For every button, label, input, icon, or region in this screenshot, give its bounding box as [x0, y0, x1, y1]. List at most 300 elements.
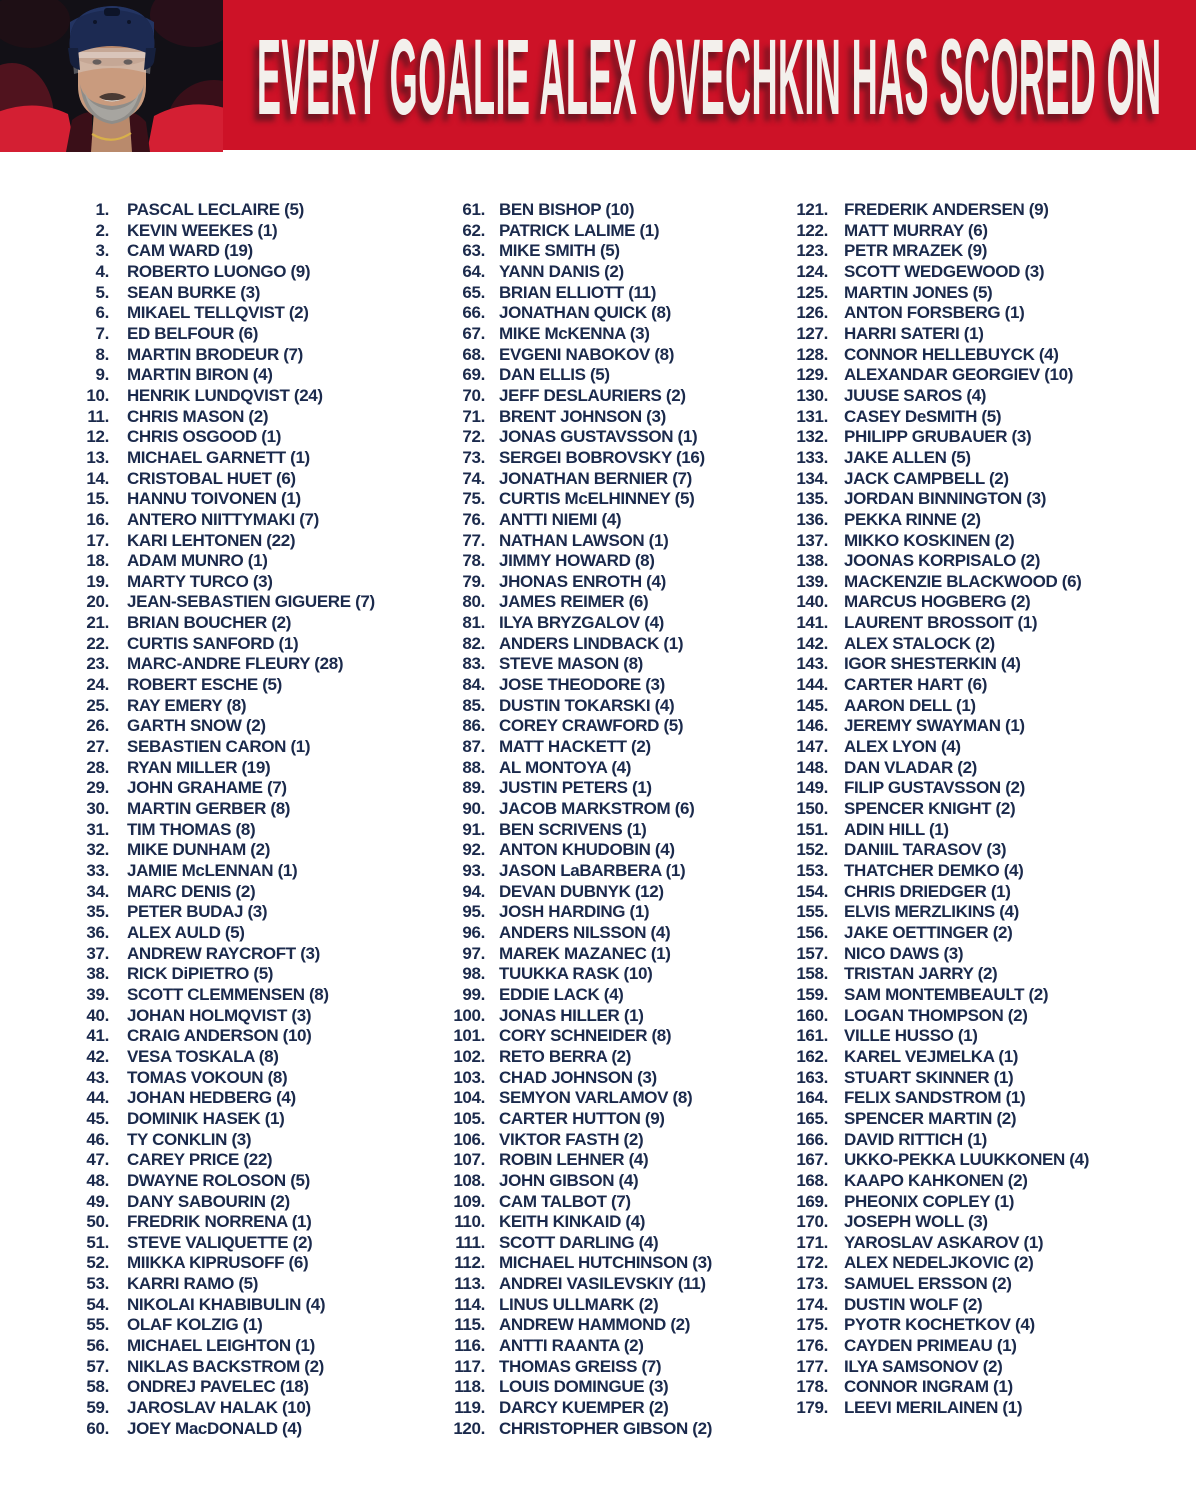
- list-item: [776, 386, 1200, 407]
- goalie-name: JOSH HARDING (1): [499, 902, 650, 922]
- goalie-name: ROBERTO LUONGO (9): [127, 261, 311, 281]
- list-item: [66, 510, 452, 531]
- goalie-name: ANTON FORSBERG (1): [844, 303, 1025, 323]
- rank-number: 44.: [86, 1088, 109, 1108]
- goalie-name: JOHN GRAHAME (7): [127, 778, 287, 798]
- list-item: [432, 985, 816, 1006]
- list-item: [66, 1150, 452, 1171]
- rank-number: 121.: [796, 200, 828, 219]
- goalie-name: BEN SCRIVENS (1): [499, 819, 647, 839]
- list-item: [776, 964, 1200, 985]
- rank-number: 98.: [462, 964, 485, 984]
- rank-number: 177.: [796, 1356, 828, 1376]
- list-item: [776, 778, 1200, 799]
- rank-number: 81.: [462, 613, 485, 633]
- goalie-name: HARRI SATERI (1): [844, 323, 984, 343]
- goalie-name: RYAN MILLER (19): [127, 757, 271, 777]
- rank-number: 33.: [86, 861, 109, 880]
- goalie-name: JASON LaBARBERA (1): [499, 861, 686, 880]
- goalie-name: DUSTIN WOLF (2): [844, 1294, 983, 1314]
- list-item: [776, 1006, 1200, 1027]
- list-item: [432, 964, 816, 985]
- goalie-name: FILIP GUSTAVSSON (2): [844, 778, 1025, 798]
- goalie-name: KAREL VEJMELKA (1): [844, 1046, 1019, 1066]
- list-item: [776, 551, 1200, 572]
- goalie-name: BRIAN ELLIOTT (11): [499, 282, 657, 302]
- list-item: [66, 1088, 452, 1109]
- goalie-name: BEN BISHOP (10): [499, 200, 635, 219]
- goalie-name: ROBERT ESCHE (5): [127, 675, 282, 695]
- rank-number: 21.: [86, 613, 109, 633]
- rank-number: 138.: [796, 551, 828, 571]
- goalie-name: JAMIE McLENNAN (1): [127, 861, 298, 880]
- list-item: [432, 923, 816, 944]
- goalie-name: LOGAN THOMPSON (2): [844, 1005, 1028, 1025]
- goalie-name: FELIX SANDSTROM (1): [844, 1088, 1026, 1108]
- goalie-name: SCOTT CLEMMENSEN (8): [127, 984, 329, 1004]
- goalie-name: SEBASTIEN CARON (1): [127, 737, 311, 757]
- goalie-name: JOONAS KORPISALO (2): [844, 551, 1041, 571]
- rank-number: 50.: [86, 1212, 109, 1232]
- rank-number: 105.: [453, 1108, 485, 1128]
- list-item: [66, 1006, 452, 1027]
- goalie-name: LEEVI MERILAINEN (1): [844, 1398, 1023, 1418]
- rank-number: 140.: [796, 592, 828, 612]
- list-item: [432, 1357, 816, 1378]
- goalie-name: JEFF DESLAURIERS (2): [499, 385, 686, 405]
- rank-number: 103.: [453, 1067, 485, 1087]
- rank-number: 162.: [796, 1046, 828, 1066]
- goalie-name: PHILIPP GRUBAUER (3): [844, 427, 1032, 447]
- rank-number: 100.: [453, 1005, 485, 1025]
- goalie-name: NATHAN LAWSON (1): [499, 530, 669, 550]
- rank-number: 39.: [86, 984, 109, 1004]
- goalie-name: CURTIS McELHINNEY (5): [499, 489, 695, 509]
- rank-number: 72.: [462, 427, 485, 447]
- goalie-name: CURTIS SANFORD (1): [127, 633, 299, 653]
- goalie-name: MICHAEL GARNETT (1): [127, 447, 310, 467]
- goalie-name: TOMAS VOKOUN (8): [127, 1067, 288, 1087]
- goalie-name: ED BELFOUR (6): [127, 323, 259, 343]
- rank-number: 166.: [796, 1129, 828, 1149]
- goalie-name: DANY SABOURIN (2): [127, 1191, 290, 1211]
- rank-number: 170.: [796, 1212, 828, 1232]
- goalie-name: PASCAL LECLAIRE (5): [127, 200, 304, 219]
- rank-number: 116.: [454, 1336, 485, 1356]
- list-item: [776, 200, 1200, 221]
- list-item: [776, 283, 1200, 304]
- rank-number: 95.: [462, 902, 485, 922]
- rank-number: 5.: [95, 282, 109, 302]
- list-item: [66, 365, 452, 386]
- list-item: [432, 510, 816, 531]
- list-item: [66, 613, 452, 634]
- list-item: [66, 324, 452, 345]
- rank-number: 115.: [454, 1315, 485, 1335]
- rank-number: 153.: [796, 861, 828, 880]
- rank-number: 54.: [86, 1294, 109, 1314]
- list-item: [66, 1398, 452, 1419]
- rank-number: 13.: [86, 447, 109, 467]
- list-item: [776, 716, 1200, 737]
- goalie-name: ILYA BRYZGALOV (4): [499, 613, 664, 633]
- rank-number: 37.: [86, 943, 109, 963]
- goalie-name: JACK CAMPBELL (2): [844, 468, 1009, 488]
- rank-number: 122.: [796, 220, 828, 240]
- rank-number: 79.: [462, 571, 485, 591]
- list-item: [776, 634, 1200, 655]
- list-item: [66, 551, 452, 572]
- goalie-name: MIKKO KOSKINEN (2): [844, 530, 1015, 550]
- rank-number: 84.: [462, 675, 485, 695]
- goalie-name: JOSEPH WOLL (3): [844, 1212, 988, 1232]
- goalie-name: ROBIN LEHNER (4): [499, 1150, 649, 1170]
- list-item: [776, 861, 1200, 882]
- goalie-name: DEVAN DUBNYK (12): [499, 881, 664, 901]
- rank-number: 99.: [462, 984, 485, 1004]
- goalie-name: SERGEI BOBROVSKY (16): [499, 447, 705, 467]
- page-title: EVERY GOALIE ALEX OVECHKIN HAS SCORED ON: [257, 16, 1162, 137]
- list-item: [432, 1192, 816, 1213]
- list-item: [776, 1253, 1200, 1274]
- list-item: [776, 1336, 1200, 1357]
- rank-number: 157.: [796, 943, 828, 963]
- list-item: [66, 758, 452, 779]
- goalie-name: SPENCER MARTIN (2): [844, 1108, 1017, 1128]
- rank-number: 80.: [462, 592, 485, 612]
- goalie-name: ANDERS NILSSON (4): [499, 922, 671, 942]
- goalie-name: PETER BUDAJ (3): [127, 902, 268, 922]
- goalie-name: CHRISTOPHER GIBSON (2): [499, 1418, 713, 1438]
- rank-number: 155.: [796, 902, 828, 922]
- goalie-name: MARTIN BIRON (4): [127, 365, 273, 385]
- list-item: [432, 1130, 816, 1151]
- list-item: [66, 345, 452, 366]
- rank-number: 64.: [462, 261, 485, 281]
- rank-number: 107.: [453, 1150, 485, 1170]
- rank-number: 87.: [462, 737, 485, 757]
- rank-number: 131.: [796, 406, 828, 426]
- goalie-name: ANTON KHUDOBIN (4): [499, 840, 675, 860]
- rank-number: 82.: [462, 633, 485, 653]
- list-item: [66, 1233, 452, 1254]
- goalie-name: ALEX AULD (5): [127, 922, 245, 942]
- list-item: [776, 365, 1200, 386]
- goalie-name: MIKE DUNHAM (2): [127, 840, 271, 860]
- goalie-name: NIKLAS BACKSTROM (2): [127, 1356, 324, 1376]
- goalie-name: NICO DAWS (3): [844, 943, 964, 963]
- list-item: [432, 820, 816, 841]
- list-item: [66, 489, 452, 510]
- rank-number: 52.: [86, 1253, 109, 1273]
- goalie-name: JUSTIN PETERS (1): [499, 778, 652, 798]
- rank-number: 29.: [86, 778, 109, 798]
- goalie-name: STEVE VALIQUETTE (2): [127, 1232, 313, 1252]
- list-item: [66, 1336, 452, 1357]
- goalie-name: MARC-ANDRE FLEURY (28): [127, 654, 344, 674]
- rank-number: 125.: [796, 282, 828, 302]
- rank-number: 55.: [86, 1315, 109, 1335]
- rank-number: 75.: [462, 489, 485, 509]
- list-item: [776, 1357, 1200, 1378]
- rank-number: 179.: [796, 1398, 828, 1418]
- list-item: [432, 1171, 816, 1192]
- goalie-name: JAKE ALLEN (5): [844, 447, 971, 467]
- list-item: [432, 758, 816, 779]
- rank-number: 74.: [462, 468, 485, 488]
- rank-number: 108.: [453, 1170, 485, 1190]
- goalie-name: LOUIS DOMINGUE (3): [499, 1377, 669, 1397]
- rank-number: 8.: [95, 344, 109, 364]
- list-item: [66, 469, 452, 490]
- goalie-name: MATT MURRAY (6): [844, 220, 988, 240]
- list-item: [66, 283, 452, 304]
- list-item: [776, 820, 1200, 841]
- rank-number: 151.: [796, 819, 828, 839]
- goalie-name: CONNOR INGRAM (1): [844, 1377, 1013, 1397]
- rank-number: 175.: [796, 1315, 828, 1335]
- list-item: [776, 799, 1200, 820]
- list-item: [776, 923, 1200, 944]
- list-item: [776, 303, 1200, 324]
- rank-number: 102.: [453, 1046, 485, 1066]
- rank-number: 129.: [796, 365, 828, 385]
- goalie-name: PYOTR KOCHETKOV (4): [844, 1315, 1035, 1335]
- goalie-name: MARTIN GERBER (8): [127, 799, 291, 819]
- goalie-name: AL MONTOYA (4): [499, 757, 632, 777]
- list-item: [776, 221, 1200, 242]
- rank-number: 132.: [796, 427, 828, 447]
- goalie-name: JUUSE SAROS (4): [844, 385, 987, 405]
- goalie-name: MARTIN JONES (5): [844, 282, 993, 302]
- rank-number: 164.: [796, 1088, 828, 1108]
- goalie-name: CHAD JOHNSON (3): [499, 1067, 657, 1087]
- list-item: [432, 1068, 816, 1089]
- goalie-name: ONDREJ PAVELEC (18): [127, 1377, 309, 1397]
- rank-number: 120.: [453, 1418, 485, 1438]
- goalie-name: MARCUS HOGBERG (2): [844, 592, 1031, 612]
- list-item: [432, 262, 816, 283]
- rank-number: 69.: [462, 365, 485, 385]
- list-item: [66, 241, 452, 262]
- goalie-name: DUSTIN TOKARSKI (4): [499, 695, 675, 715]
- goalie-name: CHRIS OSGOOD (1): [127, 427, 282, 447]
- rank-number: 22.: [86, 633, 109, 653]
- goalie-name: STEVE MASON (8): [499, 654, 643, 674]
- list-item: [432, 902, 816, 923]
- goalie-list-column-1: [66, 200, 452, 1439]
- rank-number: 167.: [796, 1150, 828, 1170]
- list-item: [776, 324, 1200, 345]
- rank-number: 2.: [95, 220, 109, 240]
- rank-number: 51.: [86, 1232, 109, 1252]
- rank-number: 117.: [454, 1356, 485, 1376]
- rank-number: 63.: [462, 241, 485, 261]
- rank-number: 11.: [87, 406, 109, 426]
- rank-number: 159.: [796, 984, 828, 1004]
- list-item: [776, 654, 1200, 675]
- list-item: [432, 1398, 816, 1419]
- goalie-name: EVGENI NABOKOV (8): [499, 344, 675, 364]
- goalie-name: KEITH KINKAID (4): [499, 1212, 646, 1232]
- list-item: [432, 283, 816, 304]
- list-item: [432, 1212, 816, 1233]
- rank-number: 109.: [453, 1191, 485, 1211]
- list-item: [432, 1336, 816, 1357]
- rank-number: 89.: [462, 778, 485, 798]
- list-item: [432, 882, 816, 903]
- goalie-name: PHEONIX COPLEY (1): [844, 1191, 1015, 1211]
- goalie-name: DWAYNE ROLOSON (5): [127, 1170, 310, 1190]
- rank-number: 36.: [86, 922, 109, 942]
- list-item: [432, 200, 816, 221]
- rank-number: 34.: [86, 881, 109, 901]
- rank-number: 126.: [796, 303, 828, 323]
- goalie-name: RICK DiPIETRO (5): [127, 964, 274, 984]
- goalie-name: BRIAN BOUCHER (2): [127, 613, 292, 633]
- list-item: [776, 510, 1200, 531]
- goalie-name: MIKAEL TELLQVIST (2): [127, 303, 309, 323]
- goalie-name: KAAPO KAHKONEN (2): [844, 1170, 1028, 1190]
- goalie-name: CRAIG ANDERSON (10): [127, 1026, 312, 1046]
- goalie-name: JAROSLAV HALAK (10): [127, 1398, 311, 1418]
- goalie-name: MICHAEL HUTCHINSON (3): [499, 1253, 712, 1273]
- list-item: [432, 592, 816, 613]
- goalie-name: CAREY PRICE (22): [127, 1150, 273, 1170]
- ovechkin-photo: [0, 0, 223, 152]
- list-item: [432, 613, 816, 634]
- list-item: [66, 1377, 452, 1398]
- list-item: [66, 902, 452, 923]
- list-item: [66, 1026, 452, 1047]
- list-item: [776, 1171, 1200, 1192]
- list-item: [432, 427, 816, 448]
- goalie-name: LINUS ULLMARK (2): [499, 1294, 659, 1314]
- list-item: [776, 675, 1200, 696]
- list-item: [432, 448, 816, 469]
- rank-number: 156.: [796, 922, 828, 942]
- list-item: [66, 1253, 452, 1274]
- goalie-name: STUART SKINNER (1): [844, 1067, 1014, 1087]
- rank-number: 88.: [462, 757, 485, 777]
- list-item: [432, 1233, 816, 1254]
- rank-number: 174.: [796, 1294, 828, 1314]
- goalie-name: DAN VLADAR (2): [844, 757, 977, 777]
- rank-number: 19.: [86, 571, 109, 591]
- goalie-name: DARCY KUEMPER (2): [499, 1398, 669, 1418]
- goalie-name: CARTER HUTTON (9): [499, 1108, 665, 1128]
- goalie-name: JOHAN HOLMQVIST (3): [127, 1005, 312, 1025]
- goalie-name: HENRIK LUNDQVIST (24): [127, 385, 323, 405]
- goalie-name: FREDRIK NORRENA (1): [127, 1212, 312, 1232]
- list-item: [66, 303, 452, 324]
- goalie-name: SEMYON VARLAMOV (8): [499, 1088, 693, 1108]
- goalie-name: EDDIE LACK (4): [499, 984, 624, 1004]
- rank-number: 137.: [796, 530, 828, 550]
- goalie-name: DANIIL TARASOV (3): [844, 840, 1007, 860]
- goalie-name: ALEXANDAR GEORGIEV (10): [844, 365, 1074, 385]
- rank-number: 4.: [95, 261, 109, 281]
- goalie-name: CAM TALBOT (7): [499, 1191, 631, 1211]
- list-item: [432, 551, 816, 572]
- list-item: [776, 592, 1200, 613]
- rank-number: 142.: [796, 633, 828, 653]
- goalie-name: CORY SCHNEIDER (8): [499, 1026, 672, 1046]
- list-item: [432, 944, 816, 965]
- goalie-name: TIM THOMAS (8): [127, 819, 256, 839]
- rank-number: 58.: [86, 1377, 109, 1397]
- list-item: [432, 531, 816, 552]
- goalie-name: KARI LEHTONEN (22): [127, 530, 296, 550]
- rank-number: 136.: [796, 509, 828, 529]
- list-item: [776, 840, 1200, 861]
- goalie-name: JOHAN HEDBERG (4): [127, 1088, 296, 1108]
- list-item: [66, 944, 452, 965]
- goalie-list-column-3: [776, 200, 1200, 1419]
- rank-number: 25.: [86, 695, 109, 715]
- list-item: [66, 1274, 452, 1295]
- list-item: [432, 345, 816, 366]
- list-item: [66, 1419, 452, 1440]
- list-item: [432, 675, 816, 696]
- rank-number: 178.: [796, 1377, 828, 1397]
- goalie-name: TUUKKA RASK (10): [499, 964, 653, 984]
- list-item: [432, 634, 816, 655]
- list-item: [432, 861, 816, 882]
- rank-number: 41.: [86, 1026, 109, 1046]
- list-item: [776, 1026, 1200, 1047]
- goalie-name: SCOTT DARLING (4): [499, 1232, 659, 1252]
- rank-number: 147.: [796, 737, 828, 757]
- goalie-name: ALEX STALOCK (2): [844, 633, 995, 653]
- goalie-name: JEAN-SEBASTIEN GIGUERE (7): [127, 592, 375, 612]
- goalie-name: COREY CRAWFORD (5): [499, 716, 684, 736]
- list-item: [776, 1088, 1200, 1109]
- goalie-name: ILYA SAMSONOV (2): [844, 1356, 1003, 1376]
- rank-number: 23.: [86, 654, 109, 674]
- goalie-name: JORDAN BINNINGTON (3): [844, 489, 1047, 509]
- list-item: [776, 902, 1200, 923]
- list-item: [776, 1212, 1200, 1233]
- list-item: [776, 572, 1200, 593]
- goalie-name: VESA TOSKALA (8): [127, 1046, 279, 1066]
- list-item: [432, 840, 816, 861]
- list-item: [66, 1130, 452, 1151]
- goalie-name: MARTIN BRODEUR (7): [127, 344, 303, 364]
- goalie-name: IGOR SHESTERKIN (4): [844, 654, 1021, 674]
- list-item: [776, 345, 1200, 366]
- rank-number: 85.: [462, 695, 485, 715]
- list-item: [432, 1253, 816, 1274]
- goalie-name: DAN ELLIS (5): [499, 365, 610, 385]
- goalie-name: HANNU TOIVONEN (1): [127, 489, 301, 509]
- rank-number: 118.: [454, 1377, 485, 1397]
- goalie-name: CONNOR HELLEBUYCK (4): [844, 344, 1059, 364]
- rank-number: 3.: [95, 241, 109, 261]
- rank-number: 18.: [86, 551, 109, 571]
- rank-number: 158.: [796, 964, 828, 984]
- rank-number: 83.: [462, 654, 485, 674]
- rank-number: 149.: [796, 778, 828, 798]
- goalie-name: CHRIS DRIEDGER (1): [844, 881, 1011, 901]
- rank-number: 111.: [455, 1232, 485, 1252]
- rank-number: 6.: [95, 303, 109, 323]
- list-item: [432, 1026, 816, 1047]
- rank-number: 114.: [454, 1294, 485, 1314]
- list-item: [776, 1150, 1200, 1171]
- list-item: [66, 840, 452, 861]
- goalie-name: SAM MONTEMBEAULT (2): [844, 984, 1049, 1004]
